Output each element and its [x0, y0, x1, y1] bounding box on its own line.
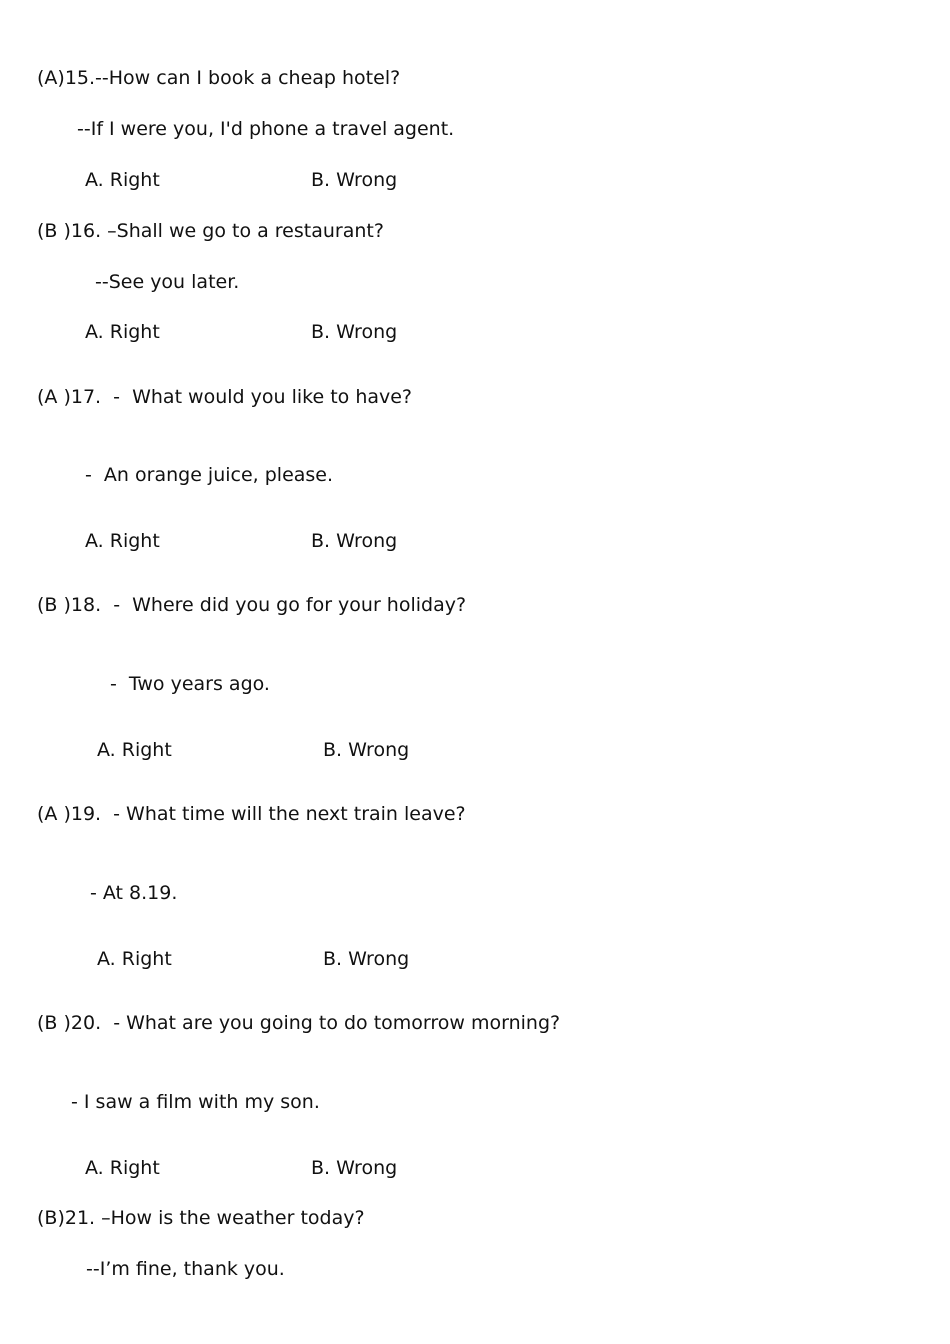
question-19-prompt: (A )19. - What time will the next train leave?	[37, 803, 466, 825]
question-16-option-b: B. Wrong	[311, 321, 398, 343]
question-19-option-b: B. Wrong	[323, 948, 410, 970]
question-21-reply: --I’m fine, thank you.	[86, 1258, 285, 1280]
question-18-reply: - Two years ago.	[110, 673, 270, 695]
question-18-prompt: (B )18. - Where did you go for your holiday?	[37, 594, 467, 616]
question-17-option-a: A. Right	[85, 530, 160, 552]
question-17-reply: - An orange juice, please.	[85, 464, 334, 486]
question-18-option-a: A. Right	[97, 739, 172, 761]
question-20-option-a: A. Right	[85, 1157, 160, 1179]
question-20-prompt: (B )20. - What are you going to do tomorrow morning?	[37, 1012, 561, 1034]
question-16-reply: --See you later.	[95, 271, 240, 293]
question-18-option-b: B. Wrong	[323, 739, 410, 761]
question-15-prompt: (A)15.--How can I book a cheap hotel?	[37, 67, 401, 89]
question-17-prompt: (A )17. - What would you like to have?	[37, 386, 413, 408]
question-16-prompt: (B )16. –Shall we go to a restaurant?	[37, 220, 384, 242]
question-15-option-a: A. Right	[85, 169, 160, 191]
question-20-reply: - I saw a film with my son.	[71, 1091, 320, 1113]
question-20-option-b: B. Wrong	[311, 1157, 398, 1179]
question-21-prompt: (B)21. –How is the weather today?	[37, 1207, 365, 1229]
question-17-option-b: B. Wrong	[311, 530, 398, 552]
question-19-option-a: A. Right	[97, 948, 172, 970]
question-19-reply: - At 8.19.	[90, 882, 178, 904]
question-15-option-b: B. Wrong	[311, 169, 398, 191]
question-15-reply: --If I were you, I'd phone a travel agent.	[77, 118, 455, 140]
question-16-option-a: A. Right	[85, 321, 160, 343]
